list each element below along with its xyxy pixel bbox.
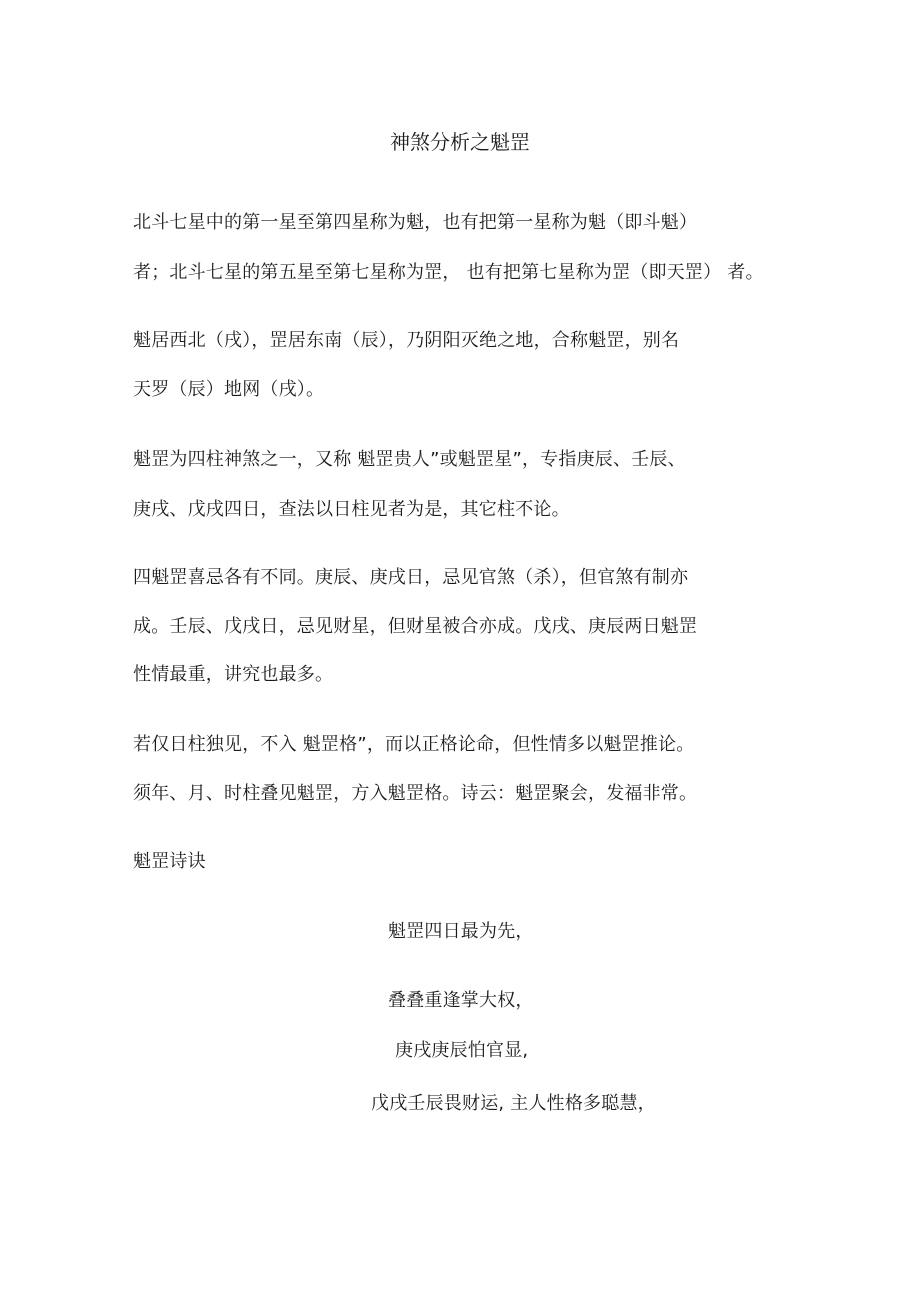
paragraph-5-line-2: 须年、月、时柱叠见魁罡，方入魁罡格。诗云：魁罡聚会，发福非常。 [133,783,698,804]
poem-line-3: 庚戌庚辰怕官显, [395,1040,529,1061]
paragraph-4-line-2: 成。壬辰、戊戌日，忌见财星，但财星被合亦成。戊戌、庚辰两日魁罡 [133,616,698,637]
paragraph-4-line-1: 四魁罡喜忌各有不同。庚辰、庚戌日，忌见官煞（杀），但官煞有制亦 [133,567,689,588]
poem-line-1: 魁罡四日最为先， [388,921,534,942]
poem-line-2: 叠叠重逢掌大权， [388,990,534,1011]
paragraph-3-line-2: 庚戌、戊戌四日，查法以日柱见者为是，其它柱不论。 [133,499,570,520]
paragraph-5-line-1: 若仅日柱独见，不入 魁罡格”，而以正格论命，但性情多以魁罡推论。 [133,734,695,755]
paragraph-1-line-2: 者；北斗七星的第五星至第七星称为罡， 也有把第七星称为罡（即天罡） 者。 [133,262,764,283]
paragraph-3-line-1: 魁罡为四柱神煞之一，又称 魁罡贵人”或魁罡星”，专指庚辰、壬辰、 [133,449,686,470]
paragraph-1-line-1: 北斗七星中的第一星至第四星称为魁，也有把第一星称为魁（即斗魁） [133,212,698,233]
paragraph-4-line-3: 性情最重，讲究也最多。 [133,664,334,685]
paragraph-2-line-2: 天罗（辰）地网（戌）。 [133,379,325,400]
poem-line-4: 戊戌壬辰畏财运, 主人性格多聪慧， [371,1093,656,1114]
page-title: 神煞分析之魁罡 [390,130,530,154]
paragraph-2-line-1: 魁居西北（戌），罡居东南（辰），乃阴阳灭绝之地，合称魁罡，别名 [133,330,680,351]
poem-heading: 魁罡诗诀 [133,851,206,872]
